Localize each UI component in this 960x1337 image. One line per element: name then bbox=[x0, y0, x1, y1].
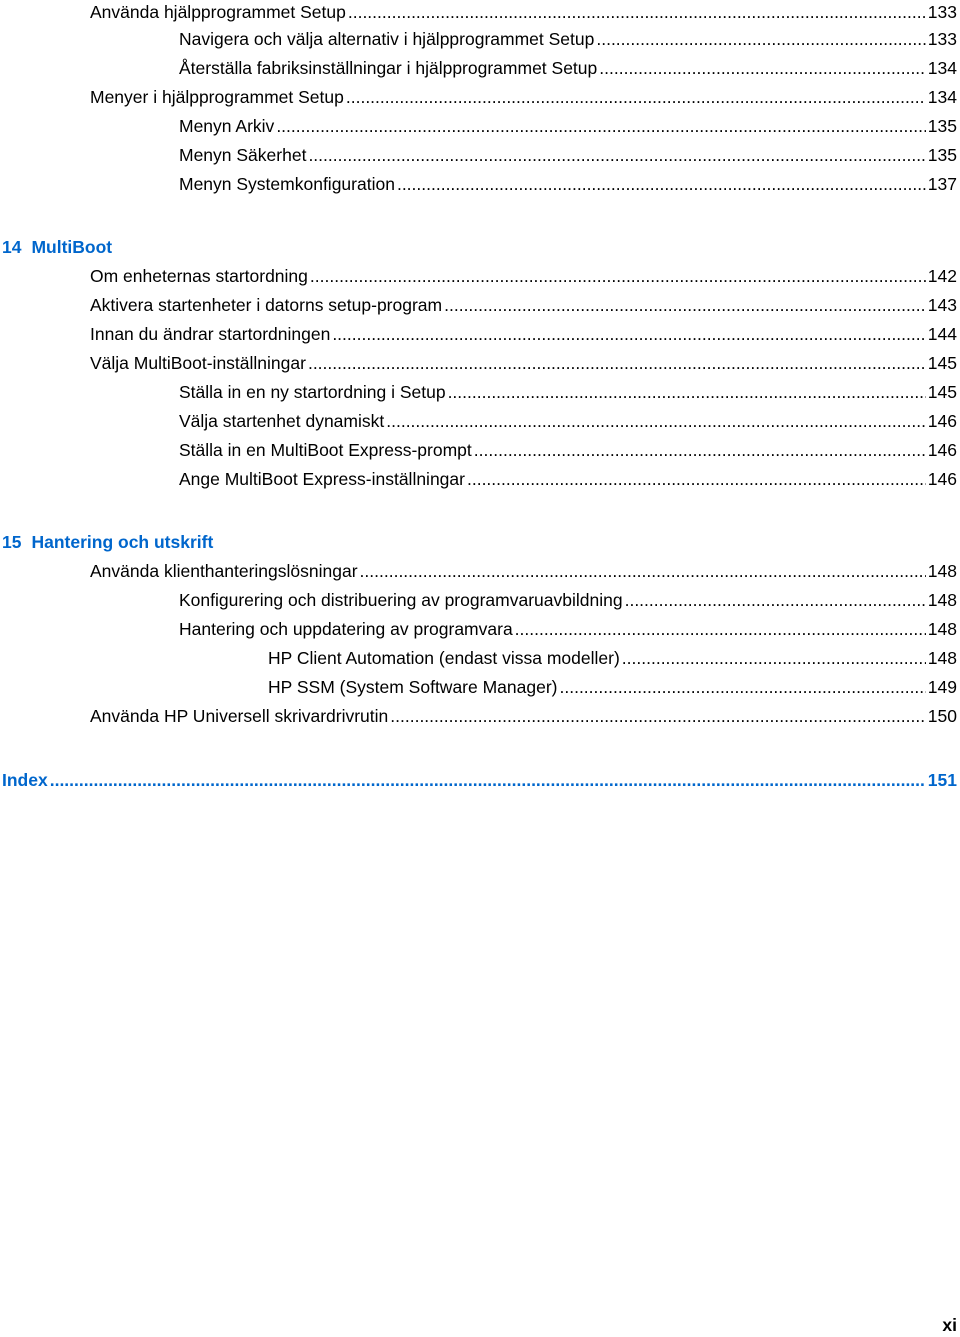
toc-entry[interactable] bbox=[179, 172, 957, 196]
toc-entry-title: Om enheternas startordning bbox=[90, 266, 308, 286]
toc-entry-page: 134 bbox=[927, 58, 957, 78]
toc-entry[interactable] bbox=[268, 675, 957, 699]
toc-entry[interactable] bbox=[179, 617, 957, 641]
toc-entry-index[interactable] bbox=[2, 768, 957, 792]
toc-entry-page: 145 bbox=[927, 353, 957, 373]
dot-leader bbox=[444, 293, 926, 317]
toc-entry-page: 137 bbox=[927, 174, 957, 194]
toc-entry-page: 150 bbox=[927, 706, 957, 726]
toc-entry-page: 143 bbox=[927, 295, 957, 315]
toc-entry-page: 135 bbox=[927, 116, 957, 136]
toc-entry-title: Återställa fabriksinställningar i hjälpprogrammet Setup bbox=[179, 58, 598, 78]
toc-entry-page: 149 bbox=[927, 677, 957, 697]
toc-entry-title: Ställa in en ny startordning i Setup bbox=[179, 382, 446, 402]
toc-entry-page: 146 bbox=[927, 469, 957, 489]
dot-leader bbox=[310, 264, 926, 288]
toc-entry-page: 133 bbox=[927, 29, 957, 49]
toc-entry-page: 148 bbox=[927, 590, 957, 610]
dot-leader bbox=[467, 467, 926, 491]
toc-entry-title: Aktivera startenheter i datorns setup-program bbox=[90, 295, 443, 315]
dot-leader bbox=[308, 351, 926, 375]
dot-leader bbox=[390, 704, 926, 728]
toc-entry-title: Använda klienthanteringslösningar bbox=[90, 561, 358, 581]
chapter-title: MultiBoot bbox=[31, 237, 113, 257]
toc-entry-page: 133 bbox=[927, 2, 957, 22]
toc-entry-title: Menyn Arkiv bbox=[179, 116, 275, 136]
chapter-heading[interactable] bbox=[2, 530, 213, 554]
toc-entry[interactable] bbox=[179, 588, 957, 612]
toc-entry[interactable] bbox=[179, 27, 957, 51]
toc-entry[interactable] bbox=[90, 351, 957, 375]
toc-entry-page: 151 bbox=[927, 770, 957, 790]
dot-leader bbox=[360, 559, 926, 583]
toc-entry-title: HP Client Automation (endast vissa modeller) bbox=[268, 648, 620, 668]
dot-leader bbox=[50, 768, 926, 792]
dot-leader bbox=[474, 438, 926, 462]
toc-entry[interactable] bbox=[179, 56, 957, 80]
dot-leader bbox=[596, 27, 925, 51]
toc-entry-page: 134 bbox=[927, 87, 957, 107]
toc-entry-title: Menyn Systemkonfiguration bbox=[179, 174, 395, 194]
toc-entry[interactable] bbox=[179, 438, 957, 462]
dot-leader bbox=[386, 409, 926, 433]
toc-entry[interactable] bbox=[90, 0, 957, 24]
page-number: xi bbox=[942, 1315, 957, 1335]
toc-entry-page: 148 bbox=[927, 561, 957, 581]
toc-entry-page: 142 bbox=[927, 266, 957, 286]
toc-entry[interactable] bbox=[90, 559, 957, 583]
toc-entry[interactable] bbox=[179, 143, 957, 167]
toc-entry-page: 148 bbox=[927, 619, 957, 639]
chapter-number: 15 bbox=[2, 532, 22, 552]
dot-leader bbox=[622, 646, 926, 670]
toc-entry-title: Menyn Säkerhet bbox=[179, 145, 307, 165]
toc-entry-title: Index bbox=[2, 770, 48, 790]
toc-entry[interactable] bbox=[179, 380, 957, 404]
toc-entry-page: 145 bbox=[927, 382, 957, 402]
toc-entry-title: Navigera och välja alternativ i hjälpprogrammet Setup bbox=[179, 29, 595, 49]
toc-entry-page: 146 bbox=[927, 411, 957, 431]
dot-leader bbox=[397, 172, 926, 196]
toc-entry-title: Hantering och uppdatering av programvara bbox=[179, 619, 513, 639]
toc-entry[interactable] bbox=[268, 646, 957, 670]
toc-entry-title: Välja MultiBoot-inställningar bbox=[90, 353, 306, 373]
dot-leader bbox=[448, 380, 926, 404]
toc-entry-title: Använda hjälpprogrammet Setup bbox=[90, 2, 346, 22]
dot-leader bbox=[560, 675, 926, 699]
toc-entry[interactable] bbox=[90, 293, 957, 317]
dot-leader bbox=[599, 56, 926, 80]
toc-entry-title: Välja startenhet dynamiskt bbox=[179, 411, 385, 431]
toc-entry-title: HP SSM (System Software Manager) bbox=[268, 677, 558, 697]
toc-entry[interactable] bbox=[90, 85, 957, 109]
dot-leader bbox=[515, 617, 926, 641]
toc-entry-title: Konfigurering och distribuering av programvaruavbildning bbox=[179, 590, 623, 610]
chapter-number: 14 bbox=[2, 237, 22, 257]
toc-entry[interactable] bbox=[90, 704, 957, 728]
toc-entry[interactable] bbox=[179, 114, 957, 138]
dot-leader bbox=[276, 114, 925, 138]
dot-leader bbox=[346, 85, 926, 109]
toc-entry[interactable] bbox=[179, 409, 957, 433]
toc-entry-page: 135 bbox=[927, 145, 957, 165]
chapter-heading[interactable] bbox=[2, 235, 112, 259]
toc-entry-title: Ange MultiBoot Express-inställningar bbox=[179, 469, 465, 489]
dot-leader bbox=[348, 0, 926, 24]
toc-entry-title: Innan du ändrar startordningen bbox=[90, 324, 331, 344]
toc-entry-title: Menyer i hjälpprogrammet Setup bbox=[90, 87, 344, 107]
chapter-title: Hantering och utskrift bbox=[31, 532, 214, 552]
toc-entry[interactable] bbox=[90, 322, 957, 346]
dot-leader bbox=[308, 143, 925, 167]
toc-entry-title: Ställa in en MultiBoot Express-prompt bbox=[179, 440, 472, 460]
toc-entry-page: 146 bbox=[927, 440, 957, 460]
toc-entry-page: 148 bbox=[927, 648, 957, 668]
toc-entry[interactable] bbox=[90, 264, 957, 288]
dot-leader bbox=[332, 322, 925, 346]
toc-entry-title: Använda HP Universell skrivardrivrutin bbox=[90, 706, 389, 726]
toc-entry[interactable] bbox=[179, 467, 957, 491]
dot-leader bbox=[625, 588, 926, 612]
toc-entry-page: 144 bbox=[927, 324, 957, 344]
